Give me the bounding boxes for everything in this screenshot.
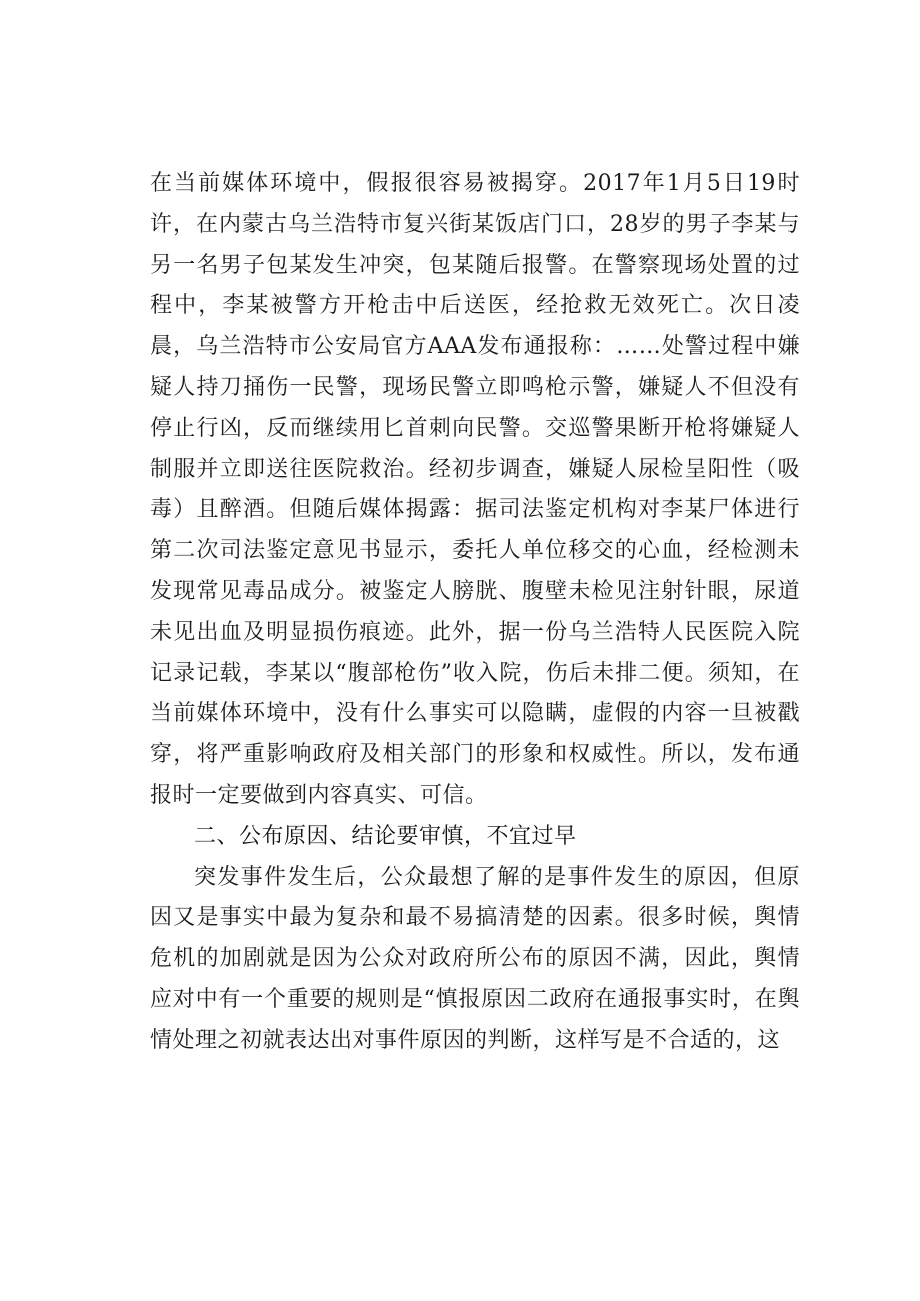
paragraph-1: 在当前媒体环境中，假报很容易被揭穿。2017年1月5日19时许，在内蒙古乌兰浩特市复兴街某饭店门口，28岁的男子李某与另一名男子包某发生冲突，包某随后报警。在警察现场处置的过程中，李某被警方开枪击中后送医，经抢救无效死亡。次日凌晨，乌兰浩特市公安局官方AAA发布通报称：……处警过程中嫌疑人持刀捅伤一民警，现场民警立即鸣枪示警，嫌疑人不但没有停止行凶，反而继续用匕首刺向民警。交巡警果断开枪将嫌疑人制服并立即送往医院救治。经初步调查，嫌疑人尿检呈阳性（吸毒）且醉酒。但随后媒体揭露：据司法鉴定机构对李某尸体进行第二次司法鉴定意见书显示，委托人单位移交的心血，经检测未发现常见毒品成分。被鉴定人膀胱、腹壁未检见注射针眼，尿道未见出血及明显损伤痕迹。此外，据一份乌兰浩特人民医院入院记录记载，李某以“腹部枪伤”收入院，伤后未排二便。须知，在当前媒体环境中，没有什么事实可以隐瞒，虚假的内容一旦被戳穿，将严重影响政府及相关部门的形象和权威性。所以，发布通报时一定要做到内容真实、可信。 — [150, 171, 800, 808]
section-heading: 二、公布原因、结论要审慎，不宜过早 — [194, 823, 577, 849]
paragraph-2: 突发事件发生后，公众最想了解的是事件发生的原因，但原因又是事实中最为复杂和最不易搞清楚的因素。很多时候，舆情危机的加剧就是因为公众对政府所公布的原因不满，因此，舆情应对中有一个重要的规则是“慎报原因二政府在通报事实时，在舆情处理之初就表达出对事件原因的判断，这样写是不合适的，这 — [150, 864, 800, 1053]
document-body — [150, 164, 800, 1062]
